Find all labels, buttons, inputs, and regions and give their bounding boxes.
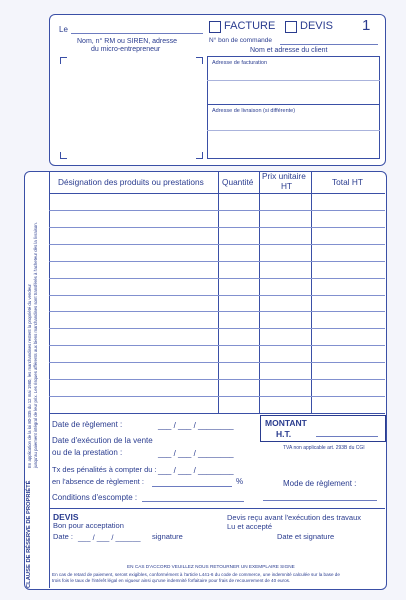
table-row[interactable] (49, 328, 385, 329)
livraison-label: Adresse de livraison (si différente) (212, 108, 296, 114)
corner-mark (196, 57, 203, 64)
col-sep (218, 171, 219, 414)
date-signature-label: Date et signature (277, 532, 335, 541)
devis-title: DEVIS (53, 512, 79, 522)
montant-label: MONTANT (265, 418, 307, 428)
devis-date-field[interactable]: ___ / ___ / ______ (78, 533, 141, 542)
table-row[interactable] (49, 295, 385, 296)
escompte-label: Conditions d'escompte : (52, 493, 138, 502)
table-row[interactable] (49, 345, 385, 346)
devis-label: DEVIS (300, 20, 334, 32)
address-divider (207, 104, 380, 105)
devis-date-label: Date : (53, 532, 74, 541)
document-number: 1 (362, 17, 371, 34)
mode-reglement-field[interactable] (263, 500, 377, 501)
date-exec-label-2: ou de la prestation : (52, 448, 123, 457)
table-row[interactable] (49, 379, 385, 380)
devis-divider (49, 508, 385, 509)
penalites-label-2: en l'absence de règlement : (52, 477, 144, 486)
table-row[interactable] (49, 244, 385, 245)
date-reglement-label: Date de règlement : (52, 420, 123, 429)
facture-checkbox[interactable] (209, 21, 221, 33)
signature-label: signature (152, 532, 183, 541)
date-exec-label-1: Date d'exécution de la vente (52, 436, 153, 445)
corner-mark (196, 152, 203, 159)
montant-ht-label: H.T. (276, 429, 292, 439)
le-date-field[interactable] (71, 33, 203, 34)
percent-sign: % (236, 477, 244, 486)
table-row[interactable] (49, 278, 385, 279)
table-row[interactable] (49, 210, 385, 211)
col-designation: Désignation des produits ou prestations (58, 177, 204, 187)
bon-pour-label: Bon pour acceptation (53, 521, 124, 530)
col-sep (259, 171, 260, 414)
header-row-line (49, 193, 385, 194)
table-row[interactable] (49, 261, 385, 262)
livraison-line (207, 130, 380, 131)
tva-note: TVA non applicable art. 293B du CGI (283, 445, 365, 451)
penalites-date-field[interactable]: ___ / ___ / ________ (158, 466, 234, 475)
side-note-title: CLAUSE DE RÉSERVE DE PROPRIÉTÉ (26, 480, 32, 588)
side-note-line1: En application de la loi 80-335 du 12 mai 1980, les marchandises restent la propriété du vendeur (27, 284, 32, 468)
bon-commande-label: N° bon de commande (209, 37, 272, 44)
table-bottom-line (49, 413, 385, 414)
facturation-label: Adresse de facturation (212, 60, 268, 66)
client-label: Nom et adresse du client (250, 47, 328, 54)
rm-label-1: Nom, n° RM ou SIREN, adresse (77, 38, 178, 45)
escompte-field[interactable] (142, 501, 244, 502)
facturation-line (207, 80, 380, 81)
col-sep (311, 171, 312, 414)
col-total: Total HT (332, 177, 363, 187)
facture-label: FACTURE (224, 20, 276, 32)
table-row[interactable] (49, 311, 385, 312)
devis-recu-label: Devis reçu avant l'exécution des travaux (227, 513, 362, 522)
rm-label-2: du micro-entrepreneur (91, 46, 161, 53)
mode-reglement-label: Mode de règlement : (283, 479, 357, 488)
corner-mark (60, 57, 67, 64)
devis-checkbox[interactable] (285, 21, 297, 33)
side-note-line2: jusqu'au paiement intégral de leur prix. Les risques afférents aux biens marchandises sont transférés à l'acheteur dès la livraison. (33, 222, 38, 468)
col-prix-line2: HT (281, 181, 293, 191)
le-label: Le (59, 25, 68, 34)
table-row[interactable] (49, 396, 385, 397)
table-row[interactable] (49, 227, 385, 228)
col-prix-line1: Prix unitaire (262, 171, 306, 181)
col-quantite: Quantité (222, 177, 254, 187)
date-exec-field[interactable]: ___ / ___ / ________ (158, 449, 234, 458)
date-reglement-field[interactable]: ___ / ___ / ________ (158, 421, 234, 430)
footer-line-1: En cas de retard de paiement, seront exigibles, conformément à l'article L441-6 du code de commerce, une indemnité calculée sur la base de (52, 572, 340, 577)
accord-note: EN CAS D'ACCORD VEUILLEZ NOUS RETOURNER UN EXEMPLAIRE SIGNE (127, 564, 295, 569)
penalites-rate-field[interactable] (152, 486, 232, 487)
lu-accepte-label: Lu et accepté (227, 522, 273, 531)
bon-commande-field[interactable] (280, 44, 378, 45)
corner-mark (60, 152, 67, 159)
table-row[interactable] (49, 362, 385, 363)
montant-value-field[interactable] (316, 436, 378, 437)
penalites-label-1: Tx des pénalités à compter du : (52, 465, 157, 474)
footer-line-2: trois fois le taux de l'intérêt légal en vigueur ainsi qu'une indemnité forfaitaire pour frais de recouvrement de 40 euros. (52, 578, 291, 583)
side-note (27, 176, 39, 588)
